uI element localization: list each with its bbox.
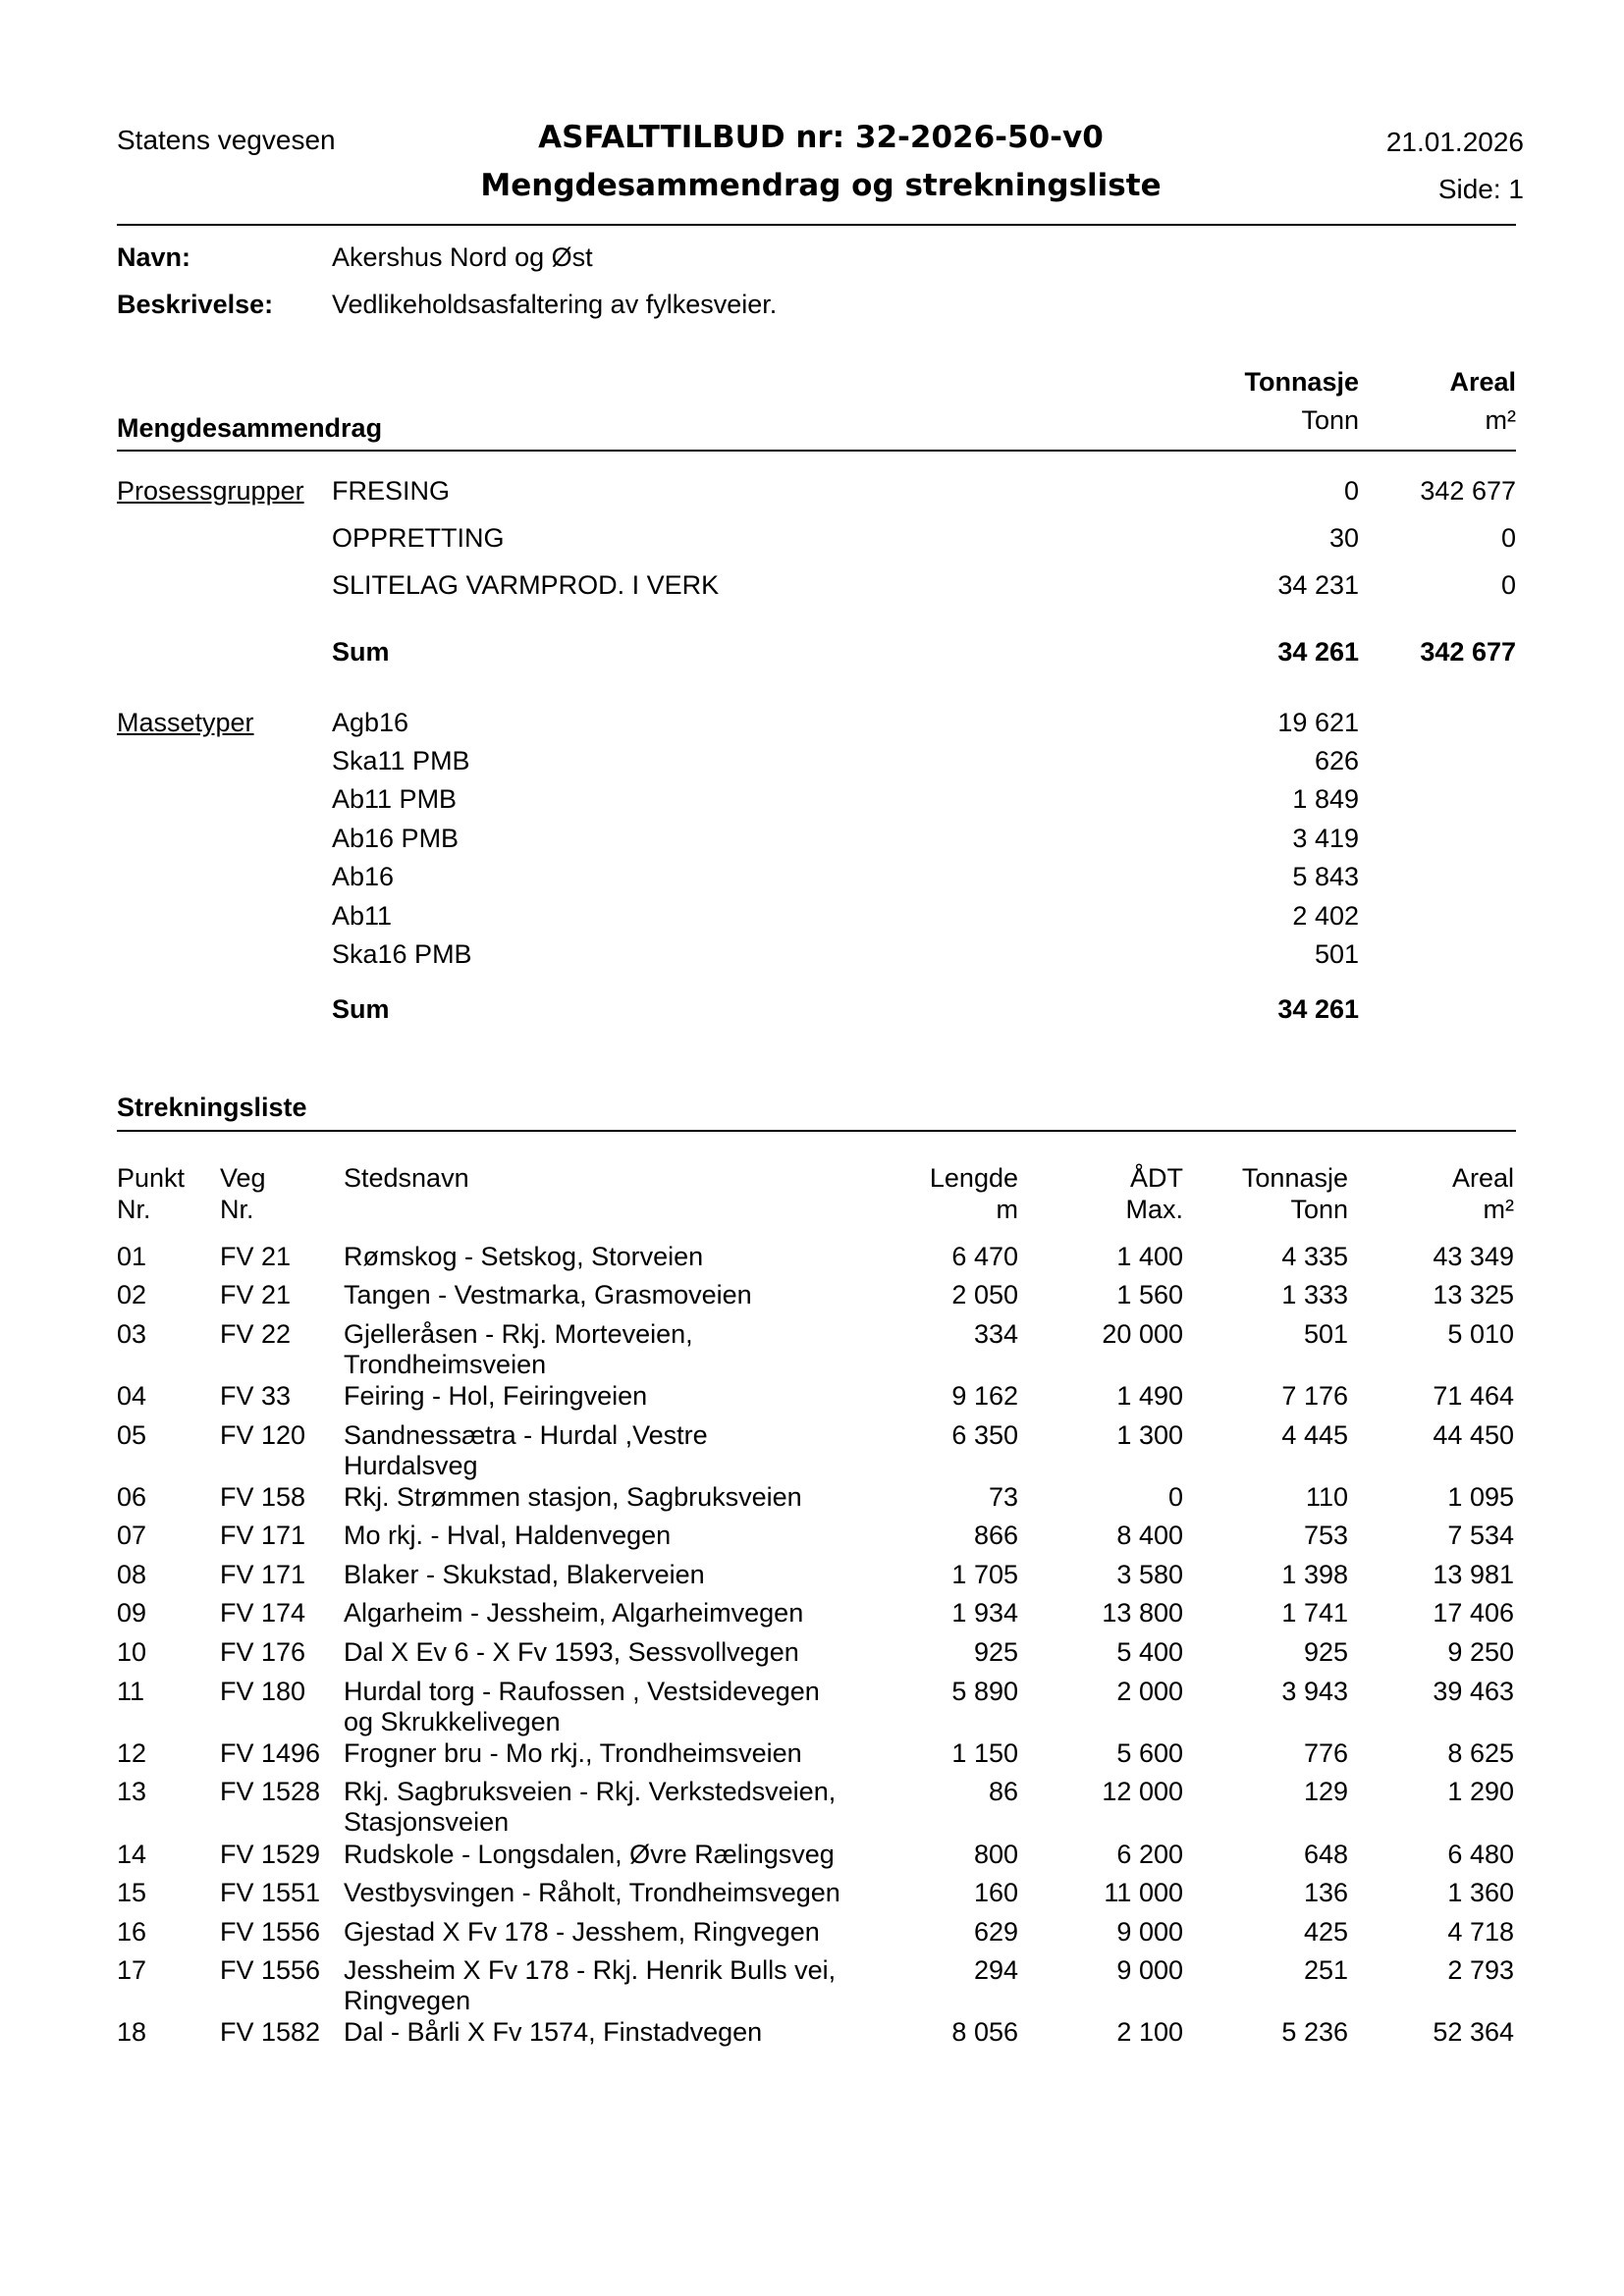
cell-adt: 5 400 <box>1116 1637 1183 1667</box>
cell-lengde: 294 <box>973 1955 1018 1985</box>
cell-stedsnavn: Gjestad X Fv 178 - Jesshem, Ringvegen <box>344 1917 820 1947</box>
cell-stedsnavn: Rømskog - Setskog, Storveien <box>344 1242 704 1271</box>
mass-name: Ska11 PMB <box>332 746 470 775</box>
col-areal: Areal <box>1451 1163 1514 1193</box>
cell-adt: 2 100 <box>1116 2017 1183 2047</box>
cell-tonnasje: 7 176 <box>1281 1381 1348 1411</box>
process-tonnage: 34 231 <box>1277 570 1359 600</box>
mass-tonnage: 2 402 <box>1292 901 1359 931</box>
cell-areal: 7 534 <box>1447 1521 1514 1550</box>
cell-areal: 52 364 <box>1433 2017 1514 2047</box>
cell-adt: 1 400 <box>1116 1242 1183 1271</box>
table-row <box>0 1380 1624 1419</box>
cell-veg: FV 21 <box>220 1242 292 1271</box>
cell-stedsnavn: Rkj. Sagbruksveien - Rkj. Verkstedsveien, <box>344 1777 837 1806</box>
cell-punkt: 04 <box>117 1381 147 1411</box>
cell-punkt: 07 <box>117 1521 147 1550</box>
cell-lengde: 1 705 <box>951 1560 1018 1589</box>
cell-tonnasje: 3 943 <box>1281 1677 1348 1706</box>
cell-stedsnavn: Jessheim X Fv 178 - Rkj. Henrik Bulls vei, <box>344 1955 837 1985</box>
process-name: OPPRETTING <box>332 523 505 553</box>
document-date: 21.01.2026 <box>1385 127 1524 157</box>
mass-name: Ab16 <box>332 862 395 891</box>
table-row <box>0 1916 1624 1955</box>
cell-areal: 1 095 <box>1447 1482 1514 1512</box>
cell-tonnasje: 136 <box>1303 1878 1348 1907</box>
cell-lengde: 629 <box>973 1917 1018 1947</box>
cell-adt: 3 580 <box>1116 1560 1183 1589</box>
cell-areal: 4 718 <box>1447 1917 1514 1947</box>
cell-stedsnavn: Algarheim - Jessheim, Algarheimvegen <box>344 1598 804 1628</box>
name-value: Akershus Nord og Øst <box>332 242 593 272</box>
cell-tonnasje: 129 <box>1303 1777 1348 1806</box>
cell-veg: FV 171 <box>220 1560 306 1589</box>
table-row <box>0 1559 1624 1598</box>
cell-lengde: 800 <box>973 1840 1018 1869</box>
table-row <box>0 1839 1624 1878</box>
cell-tonnasje: 110 <box>1305 1482 1348 1512</box>
description-value: Vedlikeholdsasfaltering av fylkesveier. <box>332 290 778 319</box>
cell-punkt: 03 <box>117 1319 147 1349</box>
document-subtitle: Mengdesammendrag og strekningsliste <box>480 168 1162 203</box>
cell-areal: 39 463 <box>1433 1677 1514 1706</box>
cell-areal: 1 360 <box>1447 1878 1514 1907</box>
cell-areal: 13 981 <box>1433 1560 1514 1589</box>
col-tonnasje: Tonnasje <box>1241 1163 1348 1193</box>
cell-areal: 8 625 <box>1447 1738 1514 1768</box>
summary-col-area: Areal <box>1449 367 1516 397</box>
table-row <box>0 1636 1624 1676</box>
cell-punkt: 11 <box>117 1677 145 1706</box>
cell-lengde: 9 162 <box>951 1381 1018 1411</box>
cell-veg: FV 22 <box>220 1319 292 1349</box>
cell-veg: FV 174 <box>220 1598 306 1628</box>
table-row <box>0 1419 1624 1480</box>
cell-stedsnavn: Feiring - Hol, Feiringveien <box>344 1381 648 1411</box>
cell-veg: FV 176 <box>220 1637 306 1667</box>
cell-stedsnavn: Mo rkj. - Hval, Haldenvegen <box>344 1521 672 1550</box>
col-veg-sub: Nr. <box>220 1195 254 1224</box>
cell-punkt: 16 <box>117 1917 147 1947</box>
mass-name: Agb16 <box>332 708 409 737</box>
cell-stedsnavn: Gjelleråsen - Rkj. Morteveien, <box>344 1319 693 1349</box>
cell-lengde: 334 <box>973 1319 1018 1349</box>
cell-adt: 20 000 <box>1102 1319 1183 1349</box>
cell-punkt: 13 <box>117 1777 147 1806</box>
col-tonnasje-sub: Tonn <box>1290 1195 1348 1224</box>
table-row <box>0 1241 1624 1280</box>
process-name: SLITELAG VARMPROD. I VERK <box>332 570 720 600</box>
cell-veg: FV 33 <box>220 1381 292 1411</box>
col-lengde: Lengde <box>929 1163 1018 1193</box>
mass-tonnage: 626 <box>1314 746 1359 775</box>
process-name: FRESING <box>332 476 451 506</box>
summary-divider <box>117 450 1516 452</box>
col-lengde-sub: m <box>996 1195 1018 1224</box>
cell-lengde: 160 <box>973 1878 1018 1907</box>
cell-areal: 71 464 <box>1433 1381 1514 1411</box>
cell-stedsnavn-cont: Ringvegen <box>344 1986 471 2015</box>
cell-adt: 5 600 <box>1116 1738 1183 1768</box>
cell-lengde: 925 <box>973 1637 1018 1667</box>
col-adt: ÅDT <box>1130 1163 1183 1193</box>
mass-sum-tonnage: 34 261 <box>1277 994 1359 1024</box>
table-row <box>0 1597 1624 1636</box>
mass-name: Ska16 PMB <box>332 939 472 969</box>
cell-veg: FV 21 <box>220 1280 292 1309</box>
cell-veg: FV 171 <box>220 1521 306 1550</box>
cell-stedsnavn: Dal X Ev 6 - X Fv 1593, Sessvollvegen <box>344 1637 799 1667</box>
cell-punkt: 05 <box>117 1420 147 1450</box>
cell-adt: 1 300 <box>1116 1420 1183 1450</box>
cell-stedsnavn: Rkj. Strømmen stasjon, Sagbruksveien <box>344 1482 802 1512</box>
table-row <box>0 2016 1624 2056</box>
mass-name: Ab11 PMB <box>332 784 458 814</box>
col-adt-sub: Max. <box>1125 1195 1183 1224</box>
cell-tonnasje: 4 445 <box>1281 1420 1348 1450</box>
col-punkt-sub: Nr. <box>117 1195 151 1224</box>
summary-col-area-unit: m² <box>1485 405 1516 435</box>
process-area: 0 <box>1500 523 1516 553</box>
cell-punkt: 12 <box>117 1738 147 1768</box>
cell-lengde: 6 470 <box>951 1242 1018 1271</box>
cell-tonnasje: 776 <box>1303 1738 1348 1768</box>
cell-lengde: 1 934 <box>951 1598 1018 1628</box>
cell-punkt: 02 <box>117 1280 147 1309</box>
cell-tonnasje: 4 335 <box>1281 1242 1348 1271</box>
col-areal-sub: m² <box>1483 1195 1514 1224</box>
cell-lengde: 86 <box>988 1777 1018 1806</box>
stretch-list-heading: Strekningsliste <box>117 1093 307 1122</box>
table-row <box>0 1877 1624 1916</box>
cell-adt: 1 560 <box>1116 1280 1183 1309</box>
process-groups-label: Prosessgrupper <box>117 476 304 506</box>
cell-stedsnavn: Blaker - Skukstad, Blakerveien <box>344 1560 705 1589</box>
description-label: Beskrivelse: <box>117 290 274 319</box>
cell-punkt: 15 <box>117 1878 147 1907</box>
cell-adt: 12 000 <box>1102 1777 1183 1806</box>
cell-lengde: 8 056 <box>951 2017 1018 2047</box>
cell-punkt: 18 <box>117 2017 147 2047</box>
cell-punkt: 09 <box>117 1598 147 1628</box>
cell-lengde: 5 890 <box>951 1677 1018 1706</box>
cell-tonnasje: 1 333 <box>1281 1280 1348 1309</box>
cell-veg: FV 1556 <box>220 1917 321 1947</box>
table-row <box>0 1954 1624 2015</box>
cell-punkt: 01 <box>117 1242 147 1271</box>
cell-veg: FV 1496 <box>220 1738 321 1768</box>
mass-tonnage: 3 419 <box>1292 824 1359 853</box>
name-label: Navn: <box>117 242 191 272</box>
table-row <box>0 1318 1624 1379</box>
cell-tonnasje: 251 <box>1303 1955 1348 1985</box>
cell-veg: FV 1551 <box>220 1878 321 1907</box>
cell-areal: 13 325 <box>1433 1280 1514 1309</box>
cell-adt: 11 000 <box>1104 1878 1183 1907</box>
document-title: ASFALTTILBUD nr: 32-2026-50-v0 <box>538 120 1104 155</box>
cell-punkt: 06 <box>117 1482 147 1512</box>
cell-stedsnavn-cont: Trondheimsveien <box>344 1350 547 1379</box>
cell-veg: FV 1582 <box>220 2017 321 2047</box>
cell-tonnasje: 5 236 <box>1281 2017 1348 2047</box>
cell-veg: FV 1529 <box>220 1840 321 1869</box>
cell-stedsnavn: Frogner bru - Mo rkj., Trondheimsveien <box>344 1738 802 1768</box>
cell-areal: 17 406 <box>1433 1598 1514 1628</box>
cell-tonnasje: 425 <box>1303 1917 1348 1947</box>
cell-veg: FV 120 <box>220 1420 306 1450</box>
cell-lengde: 73 <box>988 1482 1018 1512</box>
cell-adt: 1 490 <box>1116 1381 1183 1411</box>
summary-col-tonnage: Tonnasje <box>1244 367 1359 397</box>
cell-areal: 5 010 <box>1447 1319 1514 1349</box>
cell-areal: 6 480 <box>1447 1840 1514 1869</box>
cell-stedsnavn-cont: og Skrukkelivegen <box>344 1707 561 1736</box>
cell-adt: 13 800 <box>1102 1598 1183 1628</box>
cell-adt: 0 <box>1167 1482 1183 1512</box>
mass-types-label: Massetyper <box>117 708 254 737</box>
page-number: Side: 1 <box>1437 174 1524 204</box>
cell-punkt: 08 <box>117 1560 147 1589</box>
stretch-list-divider <box>117 1130 1516 1132</box>
process-sum-label: Sum <box>332 637 390 667</box>
cell-stedsnavn: Vestbysvingen - Råholt, Trondheimsvegen <box>344 1878 840 1907</box>
cell-punkt: 17 <box>117 1955 147 1985</box>
cell-adt: 6 200 <box>1116 1840 1183 1869</box>
cell-lengde: 2 050 <box>951 1280 1018 1309</box>
cell-tonnasje: 925 <box>1303 1637 1348 1667</box>
cell-tonnasje: 753 <box>1303 1521 1348 1550</box>
table-row <box>0 1481 1624 1521</box>
table-row <box>0 1737 1624 1777</box>
cell-veg: FV 180 <box>220 1677 306 1706</box>
cell-lengde: 6 350 <box>951 1420 1018 1450</box>
cell-tonnasje: 1 398 <box>1281 1560 1348 1589</box>
cell-punkt: 14 <box>117 1840 147 1869</box>
cell-tonnasje: 501 <box>1303 1319 1348 1349</box>
cell-lengde: 1 150 <box>951 1738 1018 1768</box>
cell-areal: 1 290 <box>1447 1777 1514 1806</box>
cell-adt: 9 000 <box>1116 1955 1183 1985</box>
cell-stedsnavn-cont: Stasjonsveien <box>344 1807 510 1837</box>
cell-stedsnavn: Hurdal torg - Raufossen , Vestsidevegen <box>344 1677 820 1706</box>
process-sum-area: 342 677 <box>1420 637 1516 667</box>
col-punkt: Punkt <box>117 1163 186 1193</box>
table-row <box>0 1520 1624 1559</box>
mass-tonnage: 1 849 <box>1292 784 1359 814</box>
cell-adt: 9 000 <box>1116 1917 1183 1947</box>
cell-stedsnavn: Sandnessætra - Hurdal ,Vestre <box>344 1420 708 1450</box>
cell-areal: 9 250 <box>1447 1637 1514 1667</box>
cell-stedsnavn-cont: Hurdalsveg <box>344 1451 478 1480</box>
cell-veg: FV 158 <box>220 1482 306 1512</box>
process-area: 0 <box>1500 570 1516 600</box>
col-veg: Veg <box>220 1163 266 1193</box>
cell-stedsnavn: Dal - Bårli X Fv 1574, Finstadvegen <box>344 2017 763 2047</box>
mass-tonnage: 501 <box>1314 939 1359 969</box>
mass-sum-label: Sum <box>332 994 390 1024</box>
cell-veg: FV 1556 <box>220 1955 321 1985</box>
cell-areal: 2 793 <box>1447 1955 1514 1985</box>
cell-areal: 44 450 <box>1433 1420 1514 1450</box>
cell-tonnasje: 648 <box>1303 1840 1348 1869</box>
mass-name: Ab16 PMB <box>332 824 460 853</box>
process-sum-tonnage: 34 261 <box>1277 637 1359 667</box>
summary-col-tonnage-unit: Tonn <box>1301 405 1359 435</box>
cell-stedsnavn: Rudskole - Longsdalen, Øvre Rælingsveg <box>344 1840 835 1869</box>
cell-areal: 43 349 <box>1433 1242 1514 1271</box>
header-divider <box>117 224 1516 226</box>
process-area: 342 677 <box>1420 476 1516 506</box>
mass-name: Ab11 <box>332 901 393 931</box>
cell-punkt: 10 <box>117 1637 147 1667</box>
col-stedsnavn: Stedsnavn <box>344 1163 469 1193</box>
cell-adt: 2 000 <box>1116 1677 1183 1706</box>
org-name: Statens vegvesen <box>117 125 336 155</box>
mass-tonnage: 19 621 <box>1277 708 1359 737</box>
cell-adt: 8 400 <box>1116 1521 1183 1550</box>
cell-tonnasje: 1 741 <box>1281 1598 1348 1628</box>
table-row <box>0 1776 1624 1837</box>
process-tonnage: 30 <box>1328 523 1359 553</box>
mass-tonnage: 5 843 <box>1292 862 1359 891</box>
summary-heading: Mengdesammendrag <box>117 413 383 443</box>
table-row <box>0 1676 1624 1736</box>
table-row <box>0 1279 1624 1318</box>
cell-veg: FV 1528 <box>220 1777 321 1806</box>
process-tonnage: 0 <box>1343 476 1359 506</box>
cell-stedsnavn: Tangen - Vestmarka, Grasmoveien <box>344 1280 752 1309</box>
cell-lengde: 866 <box>973 1521 1018 1550</box>
